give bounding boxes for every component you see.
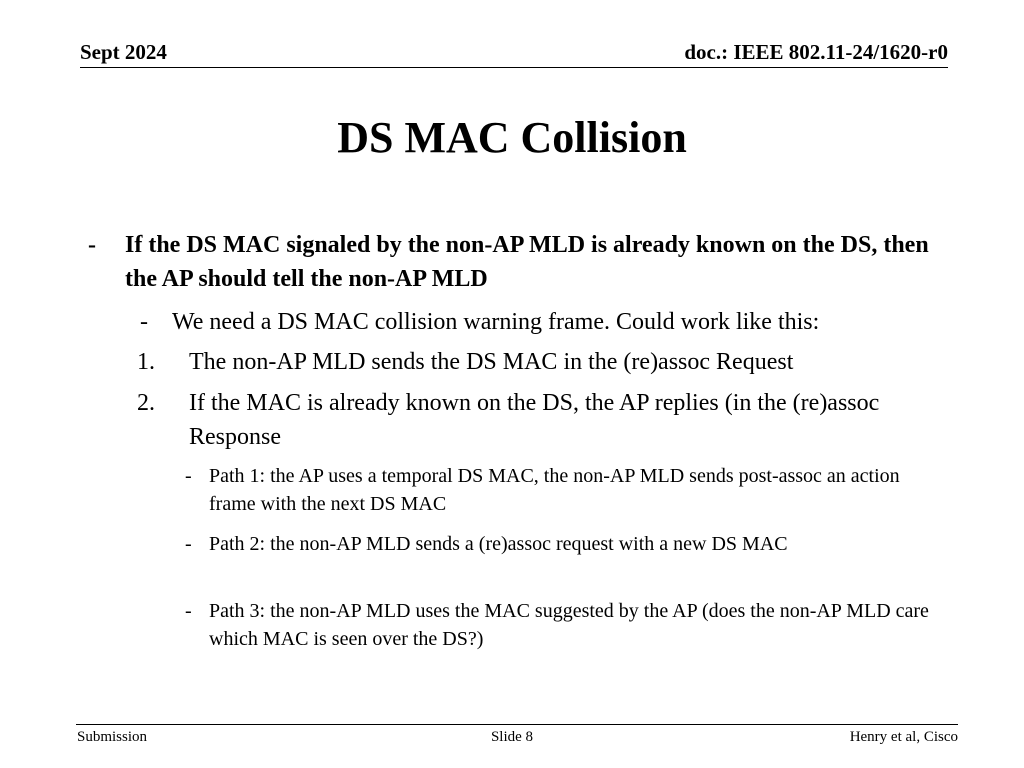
step-number: 1. bbox=[137, 349, 155, 375]
footer-divider bbox=[76, 724, 958, 725]
footer-submission: Submission bbox=[77, 729, 148, 745]
header-divider bbox=[80, 67, 948, 68]
step-text: The non-AP MLD sends the DS MAC in the (re)assoc Request bbox=[189, 349, 794, 375]
header-doc-id: doc.: IEEE 802.11-24/1620-r0 bbox=[684, 40, 948, 64]
footer-slide-number: Slide 8 bbox=[490, 729, 534, 745]
bullet-text: If the DS MAC signaled by the non-AP MLD is already known on the DS, then the AP should tell the non-AP MLD bbox=[125, 232, 929, 292]
numbered-step-2 bbox=[137, 386, 949, 454]
step-text: If the MAC is already known on the DS, the AP replies (in the (re)assoc Response bbox=[189, 390, 880, 450]
footer-author: Henry et al, Cisco bbox=[849, 729, 958, 745]
bullet-text: We need a DS MAC collision warning frame. Could work like this: bbox=[172, 309, 820, 335]
slide-title: DS MAC Collision bbox=[337, 113, 687, 162]
path-item-1 bbox=[185, 462, 949, 518]
header-date: Sept 2024 bbox=[80, 40, 167, 64]
bullet-level1 bbox=[88, 228, 955, 296]
path-item-3 bbox=[185, 597, 949, 653]
bullet-marker: - bbox=[185, 465, 192, 487]
numbered-step-1 bbox=[137, 345, 949, 379]
path-text: Path 1: the AP uses a temporal DS MAC, the non-AP MLD sends post-assoc an action frame with the next DS MAC bbox=[209, 465, 900, 515]
bullet-marker: - bbox=[88, 232, 96, 258]
bullet-marker: - bbox=[140, 309, 148, 335]
path-text: Path 3: the non-AP MLD uses the MAC suggested by the AP (does the non-AP MLD care which MAC is seen over the DS?) bbox=[209, 600, 929, 650]
bullet-level2 bbox=[140, 305, 962, 339]
path-item-2 bbox=[185, 530, 949, 558]
step-number: 2. bbox=[137, 390, 155, 416]
bullet-marker: - bbox=[185, 533, 192, 555]
bullet-marker: - bbox=[185, 600, 192, 622]
path-text: Path 2: the non-AP MLD sends a (re)assoc request with a new DS MAC bbox=[209, 533, 788, 555]
